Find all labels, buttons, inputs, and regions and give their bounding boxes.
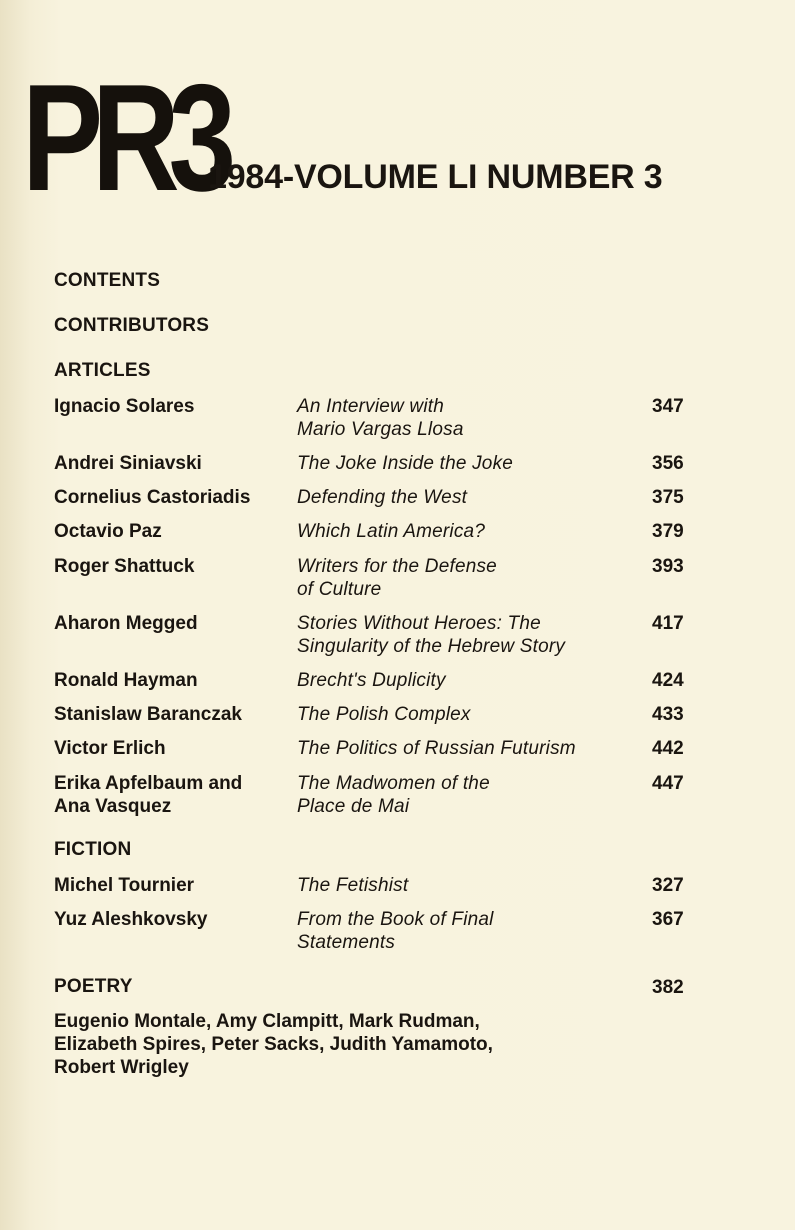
article-title: The Joke Inside the Joke bbox=[297, 453, 514, 474]
fiction-page: 367 bbox=[652, 909, 684, 930]
article-title: Writers for the Defense of Culture bbox=[297, 556, 497, 600]
article-title: Which Latin America? bbox=[297, 521, 486, 542]
article-page: 379 bbox=[652, 521, 684, 542]
article-page: 433 bbox=[652, 704, 684, 725]
article-title: The Polish Complex bbox=[297, 704, 471, 725]
poetry-contributors: Eugenio Montale, Amy Clampitt, Mark Rudman, Elizabeth Spires, Peter Sacks, Judith Yamamoto, Robert Wrigley bbox=[54, 1011, 493, 1078]
article-author: Erika Apfelbaum and Ana Vasquez bbox=[54, 773, 243, 817]
volume-heading: 1984-VOLUME LI NUMBER 3 bbox=[208, 158, 663, 196]
article-author: Octavio Paz bbox=[54, 521, 162, 542]
section-fiction: FICTION bbox=[54, 839, 132, 860]
article-title: Stories Without Heroes: The Singularity of the Hebrew Story bbox=[297, 613, 566, 657]
article-author: Victor Erlich bbox=[54, 738, 166, 759]
article-author: Aharon Megged bbox=[54, 613, 198, 634]
article-page: 356 bbox=[652, 453, 684, 474]
section-contents: CONTENTS bbox=[54, 270, 161, 291]
fiction-author: Michel Tournier bbox=[54, 875, 195, 896]
poetry-page: 382 bbox=[652, 977, 684, 998]
section-articles: ARTICLES bbox=[54, 360, 151, 381]
fiction-page: 327 bbox=[652, 875, 684, 896]
journal-logo: PR3 bbox=[22, 53, 225, 223]
article-page: 393 bbox=[652, 556, 684, 577]
article-author: Cornelius Castoriadis bbox=[54, 487, 251, 508]
section-contributors: CONTRIBUTORS bbox=[54, 315, 210, 336]
article-page: 375 bbox=[652, 487, 684, 508]
fiction-author: Yuz Aleshkovsky bbox=[54, 909, 208, 930]
section-poetry: POETRY bbox=[54, 976, 133, 997]
article-author: Andrei Siniavski bbox=[54, 453, 202, 474]
article-page: 424 bbox=[652, 670, 684, 691]
article-title: Defending the West bbox=[297, 487, 468, 508]
article-page: 447 bbox=[652, 773, 684, 794]
article-page: 417 bbox=[652, 613, 684, 634]
article-title: The Politics of Russian Futurism bbox=[297, 738, 576, 759]
article-author: Roger Shattuck bbox=[54, 556, 195, 577]
article-page: 347 bbox=[652, 396, 684, 417]
article-page: 442 bbox=[652, 738, 684, 759]
fiction-title: From the Book of Final Statements bbox=[297, 909, 494, 953]
article-title: The Madwomen of the Place de Mai bbox=[297, 773, 490, 817]
article-author: Ignacio Solares bbox=[54, 396, 195, 417]
article-author: Ronald Hayman bbox=[54, 670, 198, 691]
article-title: Brecht's Duplicity bbox=[297, 670, 446, 691]
article-title: An Interview with Mario Vargas Llosa bbox=[297, 396, 464, 440]
article-author: Stanislaw Baranczak bbox=[54, 704, 242, 725]
fiction-title: The Fetishist bbox=[297, 875, 409, 896]
